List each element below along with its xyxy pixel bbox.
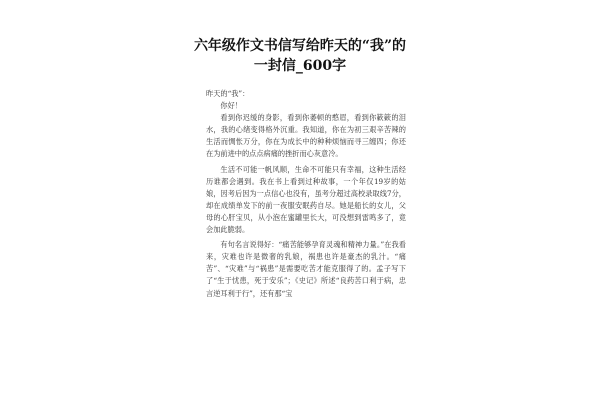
letter-paragraph: 生活不可能一帆风顺，生命不可能只有幸福，这种生活经历谁都会遇到。我在书上看到过种故事，一个年仅19岁的姑娘，因考后因为一点信心也没有，虽考分超过高校录取线7分，却在成绩单发下的前一夜服安眠药自尽。她是船长的女儿，父母的心肝宝贝，从小泡在蜜罐里长大，可没想到雷鸣多了，竟会加此脆弱。: [206, 164, 406, 235]
letter-salutation: 昨天的“我”：: [206, 89, 250, 98]
letter-greeting: 你好！: [220, 101, 242, 111]
document-title: 六年级作文书信写给昨天的“我”的一封信_600字: [193, 38, 407, 74]
letter-paragraph: 看到你迟缓的身影，看到你萎顿的憨眉，看到你簌簌的泪水，我的心绪变得格外沉重。我知道，你在为初三艰辛苦辣的生活而惆怅万分，你在为成长中的种种烦恼而寻三缠四；你还在为前进中的点点病痛的挫折而心灰意冷。: [206, 113, 406, 159]
letter-body: [206, 88, 406, 300]
letter-paragraph: 有句名言说得好：“痛苦能够孕育灵魂和精神力量。”在我看来，灾难也许是微奢的乳娘，祸患也许是豪杰的乳汁。“痛苦”、“灾难”与“祸患”是需要吃苦才能克服得了的。孟子写下了“生于忧患，死于安乐”；《史记》所述“良药苦口利于病，忠言逆耳利于行”，还有那“宝: [206, 240, 406, 298]
